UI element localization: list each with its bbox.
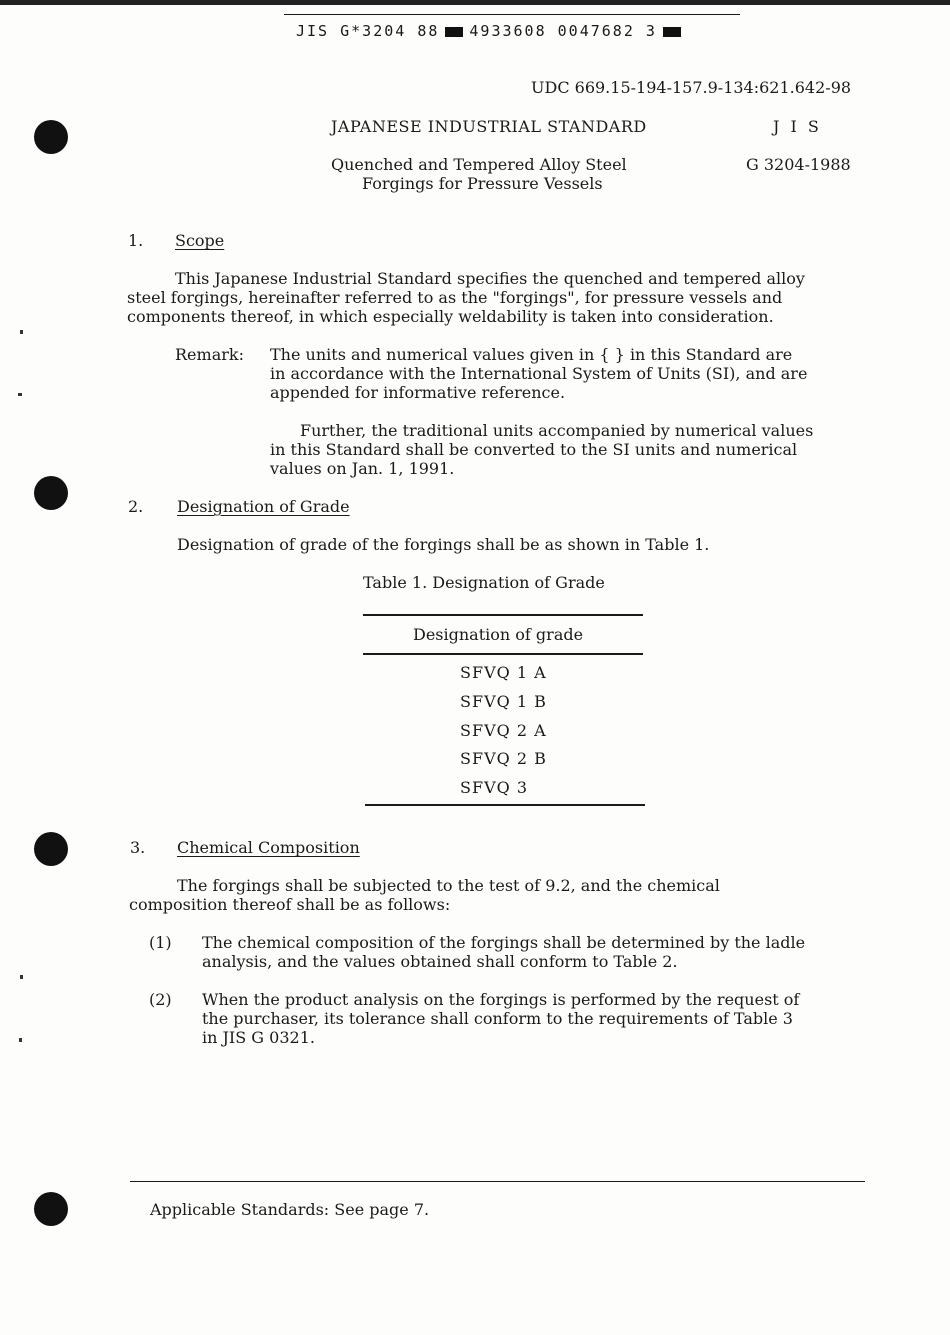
table-header-rule — [363, 653, 643, 655]
punch-hole — [34, 1192, 68, 1226]
header-block-1 — [445, 27, 463, 37]
jis-mark: J I S — [773, 117, 822, 136]
scope-line-1: This Japanese Industrial Standard specifies the quenched and tempered alloy — [175, 269, 805, 288]
footer-rule — [130, 1181, 865, 1182]
further-line-3: values on Jan. 1, 1991. — [270, 459, 455, 478]
chemical-line-2: composition thereof shall be as follows: — [129, 895, 451, 914]
scan-top-edge — [0, 0, 950, 5]
section-number: 1. — [128, 231, 144, 250]
punch-hole — [34, 476, 68, 510]
table-row: SFVQ 2 B — [460, 749, 547, 768]
table-row: SFVQ 1 B — [460, 692, 547, 711]
header-code2: 4933608 0047682 3 — [469, 22, 657, 40]
header-block-2 — [663, 27, 681, 37]
list-item-number: (2) — [149, 990, 172, 1009]
scope-line-3: components thereof, in which especially weldability is taken into consideration. — [127, 307, 774, 326]
standard-title: JAPANESE INDUSTRIAL STANDARD — [331, 117, 647, 136]
table-header: Designation of grade — [413, 625, 584, 644]
chemical-line-1: The forgings shall be subjected to the test of 9.2, and the chemical — [177, 876, 720, 895]
table-row: SFVQ 2 A — [460, 721, 547, 740]
remark-line-2: in accordance with the International System of Units (SI), and are — [270, 364, 808, 383]
header-rule — [284, 14, 740, 15]
remark-line-3: appended for informative reference. — [270, 383, 566, 402]
further-line-1: Further, the traditional units accompanied by numerical values — [300, 421, 814, 440]
header-code: JIS G*3204 88 — [296, 22, 440, 40]
scan-speck — [20, 330, 23, 334]
table-bottom-rule — [365, 804, 645, 806]
punch-hole — [34, 120, 68, 154]
list-item-line: in JIS G 0321. — [202, 1028, 315, 1047]
scan-speck — [20, 975, 23, 979]
list-item-line: the purchaser, its tolerance shall conform to the requirements of Table 3 — [202, 1009, 793, 1028]
doc-title-line2: Forgings for Pressure Vessels — [362, 174, 603, 193]
section-number: 3. — [130, 838, 146, 857]
table-row: SFVQ 1 A — [460, 663, 547, 682]
header-code-line — [296, 22, 687, 40]
scope-line-2: steel forgings, hereinafter referred to as the "forgings", for pressure vessels and — [127, 288, 783, 307]
remark-line-1: The units and numerical values given in { } in this Standard are — [270, 345, 793, 364]
list-item-line: When the product analysis on the forgings is performed by the request of — [202, 990, 800, 1009]
table-row: SFVQ 3 — [460, 778, 528, 797]
section-title: Designation of Grade — [177, 497, 350, 516]
punch-hole — [34, 832, 68, 866]
doc-number: G 3204-1988 — [746, 155, 851, 174]
doc-title-line1: Quenched and Tempered Alloy Steel — [331, 155, 627, 174]
scan-speck — [19, 1038, 22, 1042]
table-top-rule — [363, 614, 643, 616]
section-title: Scope — [175, 231, 225, 250]
table-caption: Table 1. Designation of Grade — [363, 573, 605, 592]
section-number: 2. — [128, 497, 144, 516]
scan-speck — [18, 393, 22, 396]
designation-text: Designation of grade of the forgings shall be as shown in Table 1. — [177, 535, 710, 554]
footer-note: Applicable Standards: See page 7. — [150, 1200, 430, 1219]
list-item-number: (1) — [149, 933, 172, 952]
further-line-2: in this Standard shall be converted to the SI units and numerical — [270, 440, 798, 459]
section-title: Chemical Composition — [177, 838, 360, 857]
list-item-line: The chemical composition of the forgings shall be determined by the ladle — [202, 933, 806, 952]
list-item-line: analysis, and the values obtained shall conform to Table 2. — [202, 952, 678, 971]
udc-number: UDC 669.15-194-157.9-134:621.642-98 — [531, 78, 852, 97]
remark-label: Remark: — [175, 345, 244, 364]
